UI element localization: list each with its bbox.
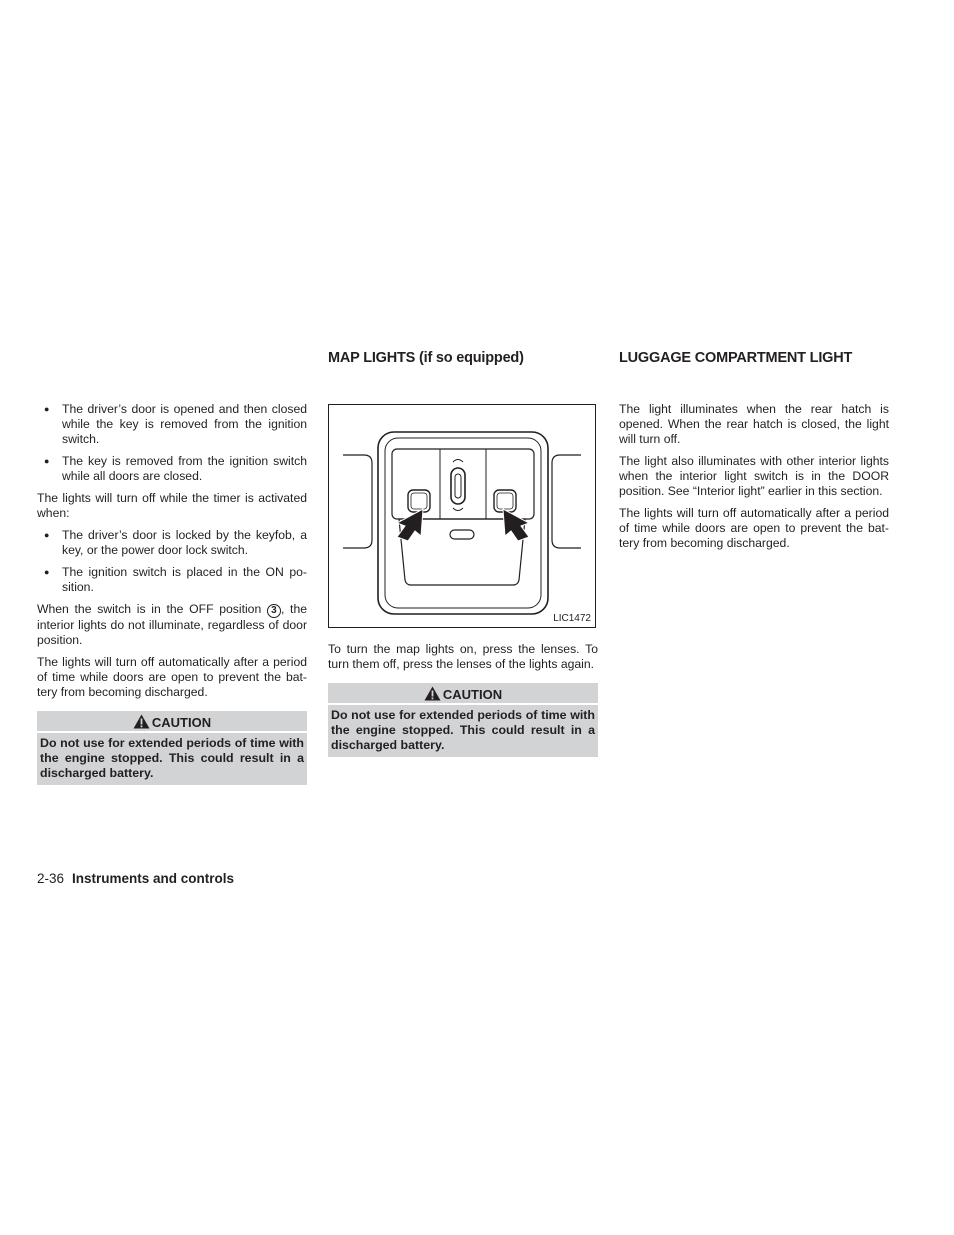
warning-triangle-icon [424,686,441,701]
caution-header [328,683,598,705]
map-lights-instructions: To turn the map lights on, press the lenses. To turn them off, press the lenses of the lights again. [328,642,598,671]
left-column [37,402,307,785]
bullet-list-conditions [37,402,307,484]
caution-title: CAUTION [151,715,212,730]
list-item: ● The key is removed from the ignition switch while all doors are closed. [37,454,307,484]
map-lights-figure [328,404,596,628]
caution-title: CAUTION [442,687,503,702]
list-item: ● The driver’s door is opened and then closed while the key is removed from the ignition switch. [37,402,307,447]
auto-off-paragraph: The lights will turn off automatically after a period of time while doors are open to prevent the bat-tery from becoming discharged. [37,655,307,699]
right-column [619,402,889,558]
caution-box-middle [328,683,598,757]
section-title: Instruments and controls [72,871,235,886]
luggage-paragraph-1: The light illuminates when the rear hatch is opened. When the rear hatch is closed, the light will turn off. [619,402,889,446]
list-item: ● The driver’s door is locked by the keyfob, a key, or the power door lock switch. [37,528,307,558]
page-footer [37,871,234,886]
caution-box-left [37,711,307,785]
caution-text: Do not use for extended periods of time with the engine stopped. This could result in a discharged battery. [331,708,595,752]
off-switch-text-after: , the interior lights do not illuminate, regardless of door position. [37,602,307,647]
map-lights-heading: MAP LIGHTS (if so equipped) [328,350,524,366]
luggage-paragraph-2: The light also illuminates with other interior lights when the interior light switch is in the DOOR position. See “Interior light” earlier in this section. [619,454,889,498]
list-item: ● The ignition switch is placed in the ON po-sition. [37,565,307,595]
middle-column [328,642,598,757]
bullet-list-timer [37,528,307,595]
page-number: 2-36 [37,871,65,886]
off-switch-paragraph [37,602,307,648]
off-switch-text-before: When the switch is in the OFF position [37,602,267,616]
caution-header [37,711,307,733]
figure-label: LIC1472 [553,613,591,624]
luggage-paragraph-3: The lights will turn off automatically after a period of time while doors are open to prevent the bat-tery from becoming discharged. [619,506,889,550]
warning-triangle-icon [133,714,150,729]
caution-text: Do not use for extended periods of time with the engine stopped. This could result in a discharged battery. [40,736,304,780]
timer-intro-paragraph: The lights will turn off while the timer is activated when: [37,491,307,520]
map-lights-illustration [329,405,595,627]
luggage-light-heading: LUGGAGE COMPARTMENT LIGHT [619,350,853,366]
circled-number-3: 3 [267,604,281,618]
